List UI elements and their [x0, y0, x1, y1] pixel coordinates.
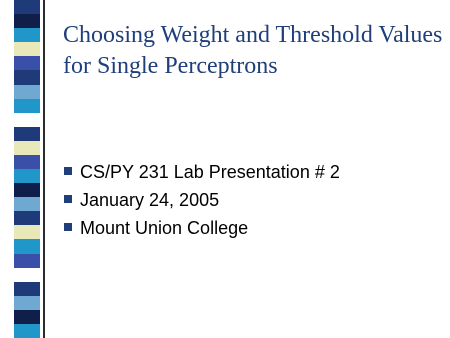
stripe-block	[14, 99, 40, 114]
stripe-block	[14, 14, 40, 29]
square-bullet-icon	[64, 195, 72, 203]
stripe-block	[14, 211, 40, 226]
stripe-block	[14, 254, 40, 269]
stripe-block	[14, 85, 40, 100]
stripe-block	[14, 42, 40, 57]
stripe-block	[14, 0, 40, 15]
stripe-block	[14, 296, 40, 311]
stripe-block	[14, 56, 40, 71]
stripe-block	[14, 225, 40, 240]
stripe-block	[14, 28, 40, 43]
vertical-rule	[43, 0, 45, 338]
stripe-block	[14, 113, 40, 128]
bullet-text: January 24, 2005	[80, 190, 220, 210]
stripe-block	[14, 70, 40, 85]
stripe-block	[14, 183, 40, 198]
stripe-block	[14, 282, 40, 297]
stripe-block	[14, 141, 40, 156]
stripe-block	[14, 239, 40, 254]
stripe-block	[14, 197, 40, 212]
stripe-block	[14, 169, 40, 184]
bullet-text: CS/PY 231 Lab Presentation # 2	[80, 162, 340, 182]
square-bullet-icon	[64, 223, 72, 231]
square-bullet-icon	[64, 167, 72, 175]
stripe-block	[14, 324, 40, 338]
slide-title: Choosing Weight and Threshold Values for Single Perceptrons	[63, 22, 443, 79]
decorative-stripe	[14, 0, 40, 338]
bullet-text: Mount Union College	[80, 218, 249, 238]
stripe-block	[14, 155, 40, 170]
stripe-block	[14, 127, 40, 142]
stripe-block	[14, 310, 40, 325]
stripe-block	[14, 268, 40, 283]
